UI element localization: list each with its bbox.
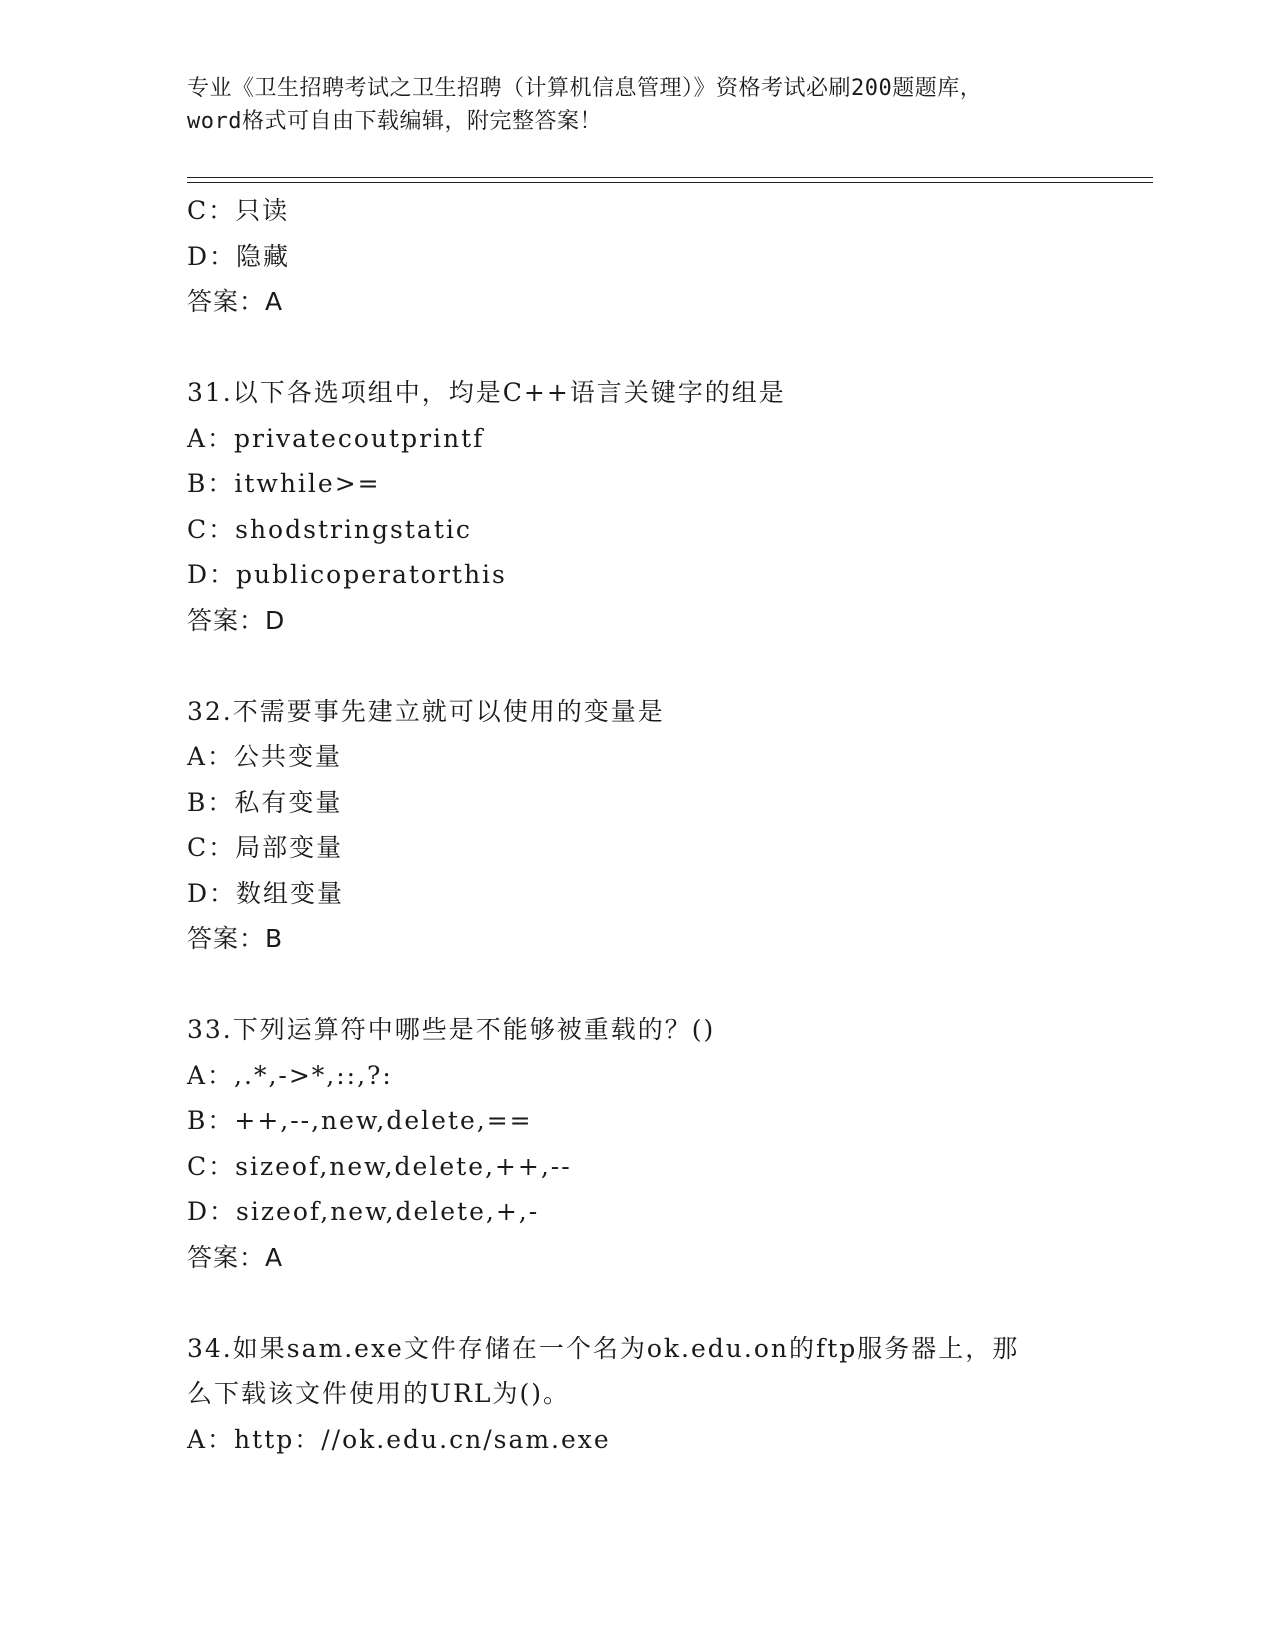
option: C：shodstringstatic [187,514,472,544]
option: B：itwhile>= [187,469,381,498]
answer: 答案：D [187,605,286,635]
answer: 答案：A [187,1242,284,1272]
option: A：http：//ok.edu.cn/sam.exe [187,1424,611,1454]
option: A：公共变量 [187,742,343,771]
option: C：只读 [187,196,290,225]
question-stem: 31.以下各选项组中，均是C++语言关键字的组是 [187,378,786,407]
option: C：sizeof,new,delete,++,-- [187,1151,572,1181]
option: D：sizeof,new,delete,+,- [187,1197,540,1226]
question-34 [187,1326,1147,1463]
spacer [187,643,1147,689]
question-stem: 33.下列运算符中哪些是不能够被重载的？() [187,1015,716,1044]
header-line-1: 专业《卫生招聘考试之卫生招聘（计算机信息管理）》资格考试必刷200题题库， [187,76,983,101]
question-list [187,188,1147,1462]
question-stem: 32.不需要事先建立就可以使用的变量是 [187,696,665,726]
spacer [187,1280,1147,1326]
option: B：++,--,new,delete,== [187,1106,533,1135]
option: D：隐藏 [187,241,291,271]
spacer [187,962,1147,1008]
option: D：publicoperatorthis [187,560,507,589]
question-31 [187,370,1147,643]
question-32 [187,689,1147,962]
option: A：,.*,->*,::,?: [187,1060,393,1090]
header-line-2: word格式可自由下载编辑，附完整答案！ [187,109,602,134]
answer: 答案：B [187,924,284,953]
header-divider-thick [187,177,1153,178]
spacer [187,325,1147,371]
question-stem-continued: 么下载该文件使用的URL为()。 [187,1379,571,1408]
option: D：数组变量 [187,878,345,908]
answer: 答案：A [187,287,284,316]
question-stem: 34.如果sam.exe文件存储在一个名为ok.edu.on的ftp服务器上，那 [187,1333,1020,1363]
option: B：私有变量 [187,787,343,817]
question-33 [187,1007,1147,1280]
header-divider-thin [187,182,1153,183]
document-header [187,72,1087,138]
question-fragment [187,188,1147,325]
option: A：privatecoutprintf [187,423,485,453]
option: C：局部变量 [187,833,344,862]
